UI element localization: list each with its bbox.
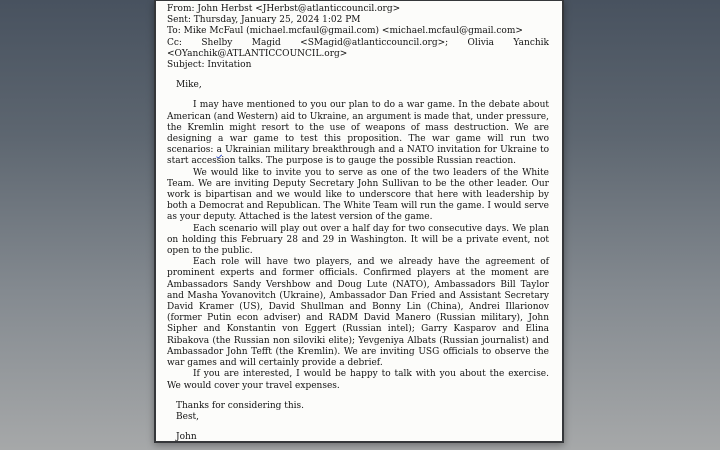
paragraph-text: Ukrainian military breakthrough and a NATO invitation for Ukraine to start accession talks. The purpose is to gauge the possible Russian reaction. <box>167 145 549 167</box>
body-paragraph-3: Each scenario will play out over a half day for two consecutive days. We plan on holding this February 28 and 29 in Washington. It will be a private event, not open to the public. <box>167 223 549 257</box>
paragraph-text: I may have mentioned to you our plan to do a war game. In the debate about American (and Western) aid to Ukraine, an argument is made that, under pressure, the Kremlin might resort to the use of weapons of mass destruction. We are designing a war game to test this proposition. The war game will run two scenarios: <box>167 100 549 156</box>
spacer <box>167 71 549 80</box>
header-cc: Cc: Shelby Magid <SMagid@atlanticcouncil.org>; Olivia Yanchik <box>167 37 549 48</box>
header-from: From: John Herbst <JHerbst@atlanticcouncil.org> <box>167 4 401 14</box>
greeting: Mike, <box>176 80 202 91</box>
closing-signoff: Best, <box>176 411 200 422</box>
body-paragraph-1 <box>167 100 549 167</box>
header-to: To: Mike McFaul (michael.mcfaul@gmail.com) <michael.mcfaul@gmail.com> <box>167 26 523 37</box>
spacer <box>167 91 549 100</box>
email-document <box>154 0 564 443</box>
closing-thanks: Thanks for considering this. <box>176 400 305 411</box>
header-subject: Subject: Invitation <box>167 60 252 71</box>
body-paragraph-5: If you are interested, I would be happy to talk with you about the exercise. We would cover your travel expenses. <box>167 369 549 391</box>
spellcheck-flagged-word: a <box>216 145 222 156</box>
signature: John <box>176 432 197 443</box>
spacer <box>167 392 549 401</box>
spacer <box>167 423 549 432</box>
header-cc-continuation: <OYanchik@ATLANTICCOUNCIL.org> <box>167 48 348 59</box>
body-paragraph-2: We would like to invite you to serve as one of the two leaders of the White Team. We are inviting Deputy Secretary John Sullivan to be the other leader. Our work is bipartisan and we would like to underscore that here with leadership by both a Democrat and Republican. The White Team will run the game. I would serve as your deputy. Attached is the latest version of the game. <box>167 167 549 223</box>
body-paragraph-4: Each role will have two players, and we already have the agreement of prominent experts and former officials. Confirmed players at the moment are Ambassadors Sandy Vershbow and Doug Lute (NATO), Ambassadors Bill Taylor and Masha Yovanovitch (Ukraine), Ambassador Dan Fried and Assistant Secretary David Kramer (US), David Shullman and Bonny Lin (China), Andrei Illarionov (former Putin econ adviser) and RADM David Manero (Russian military), John Sipher and Konstantin von Eggert (Russian intel); Garry Kasparov and Elina Ribakova (the Russian non siloviki elite); Yevgeniya Albats (Russian journalist) and Ambassador John Tefft (the Kremlin). We are inviting USG officials to observe the war games and will certainly provide a debrief. <box>167 257 549 369</box>
header-sent: Sent: Thursday, January 25, 2024 1:02 PM <box>167 15 361 26</box>
